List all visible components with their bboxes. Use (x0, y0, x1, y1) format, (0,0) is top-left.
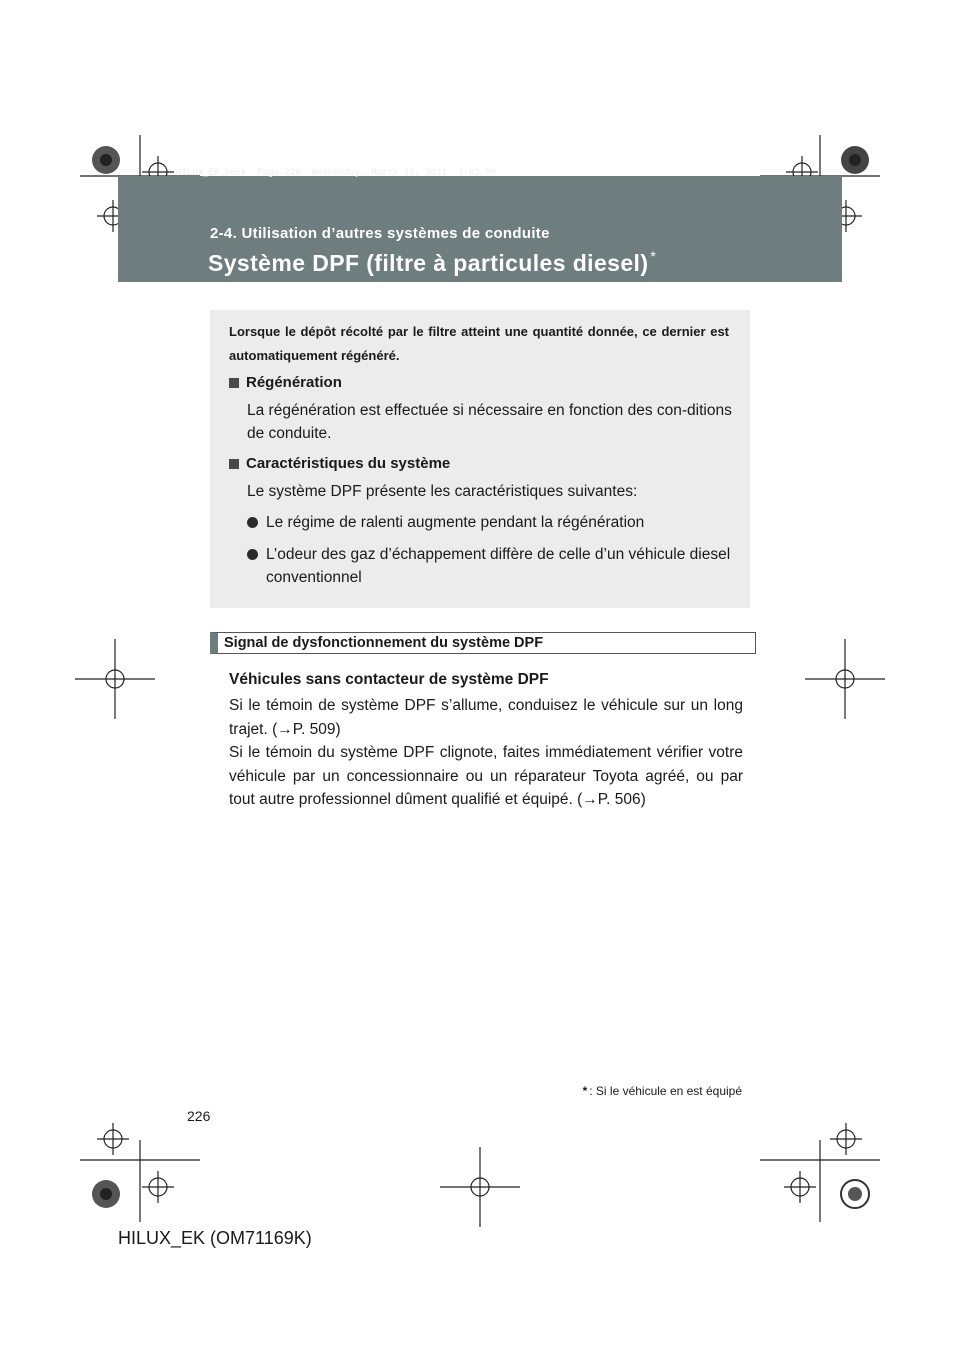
bullet-dot-icon (247, 517, 258, 528)
paragraph-flashing-light: Si le témoin du système DPF clignote, faites immédiatement vérifier votre véhicule par un concessionnaire ou un réparateur Toyota agréé, ou par tout autre professionnel dûment qualifié et équipé. (→P. 506) (229, 744, 743, 808)
footnote-text: : Si le véhicule en est équipé (589, 1084, 742, 1098)
document-id: HILUX_EK (OM71169K) (118, 1228, 312, 1248)
section-label: 2-4. Utilisation d’autres systèmes de conduite (210, 225, 550, 242)
section-heading-bar: Signal de dysfonctionnement du système DPF (210, 632, 756, 654)
page-title (208, 250, 656, 277)
square-bullet-icon (229, 378, 239, 388)
print-stamp: HILUX_EK.book Page 226 Wednesday, March 23, 2011 3:03 PM (176, 168, 496, 178)
characteristics-title: Caractéristiques du système (246, 455, 451, 472)
list-item (247, 511, 733, 534)
footnote-mark: * (582, 1084, 588, 1098)
info-intro: Lorsque le dépôt récolté par le filtre atteint une quantité donnée, ce dernier est automatiquement régénéré. (229, 324, 729, 363)
square-bullet-icon (229, 459, 239, 469)
bullet-dot-icon (247, 549, 258, 560)
regeneration-title: Régénération (246, 374, 342, 391)
characteristics-text: Le système DPF présente les caractéristiques suivantes: (247, 483, 638, 500)
list-item-text: Le régime de ralenti augmente pendant la régénération (266, 514, 645, 531)
page-number: 226 (187, 1108, 211, 1124)
list-item (247, 543, 733, 589)
paragraph-steady-light: Si le témoin de système DPF s’allume, conduisez le véhicule sur un long trajet. (→P. 509) (229, 697, 743, 738)
characteristics-heading (229, 455, 450, 472)
list-item-text: L’odeur des gaz d’échappement diffère de celle d’un véhicule diesel conventionnel (266, 546, 731, 586)
section-subheading: Véhicules sans contacteur de système DPF (229, 671, 549, 688)
regeneration-text: La régénération est effectuée si nécessaire en fonction des con-ditions de conduite. (247, 402, 732, 442)
footnote (583, 1084, 742, 1098)
page-title-text: Système DPF (filtre à particules diesel) (208, 250, 649, 276)
regeneration-heading (229, 374, 342, 391)
title-footnote-mark: * (650, 248, 657, 264)
